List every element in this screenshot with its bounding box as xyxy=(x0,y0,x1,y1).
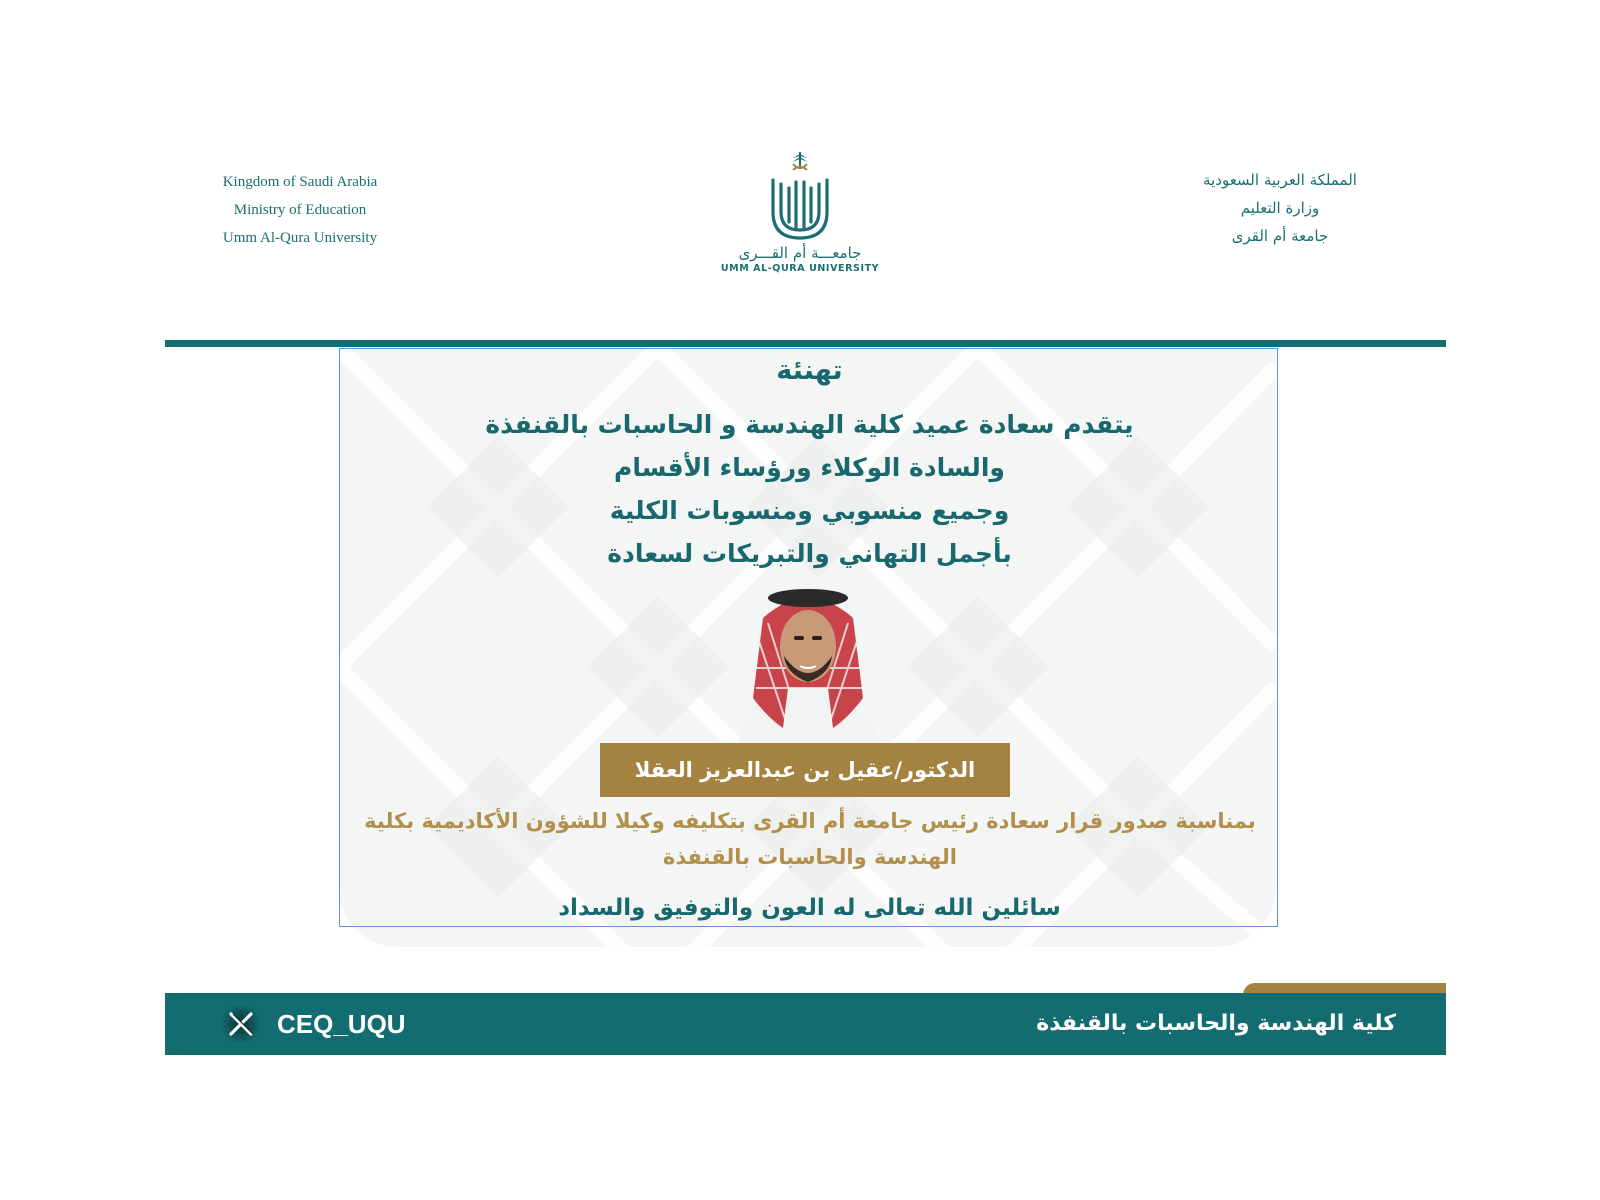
card-line: بأجمل التهاني والتبريكات لسعادة xyxy=(607,539,1012,568)
x-icon[interactable] xyxy=(220,1003,262,1045)
social-handle[interactable]: CEQ_UQU xyxy=(277,1009,406,1039)
header-arabic-line: المملكة العربية السعودية xyxy=(1203,171,1357,189)
card-line: وجميع منسوبي ومنسوبات الكلية xyxy=(609,496,1010,525)
card-title: تهنئة xyxy=(776,355,843,386)
honoree-name-plate: الدكتور/عقيل بن عبدالعزيز العقلا xyxy=(600,743,1010,797)
closing-text: سائلين الله تعالى له العون والتوفيق والسداد xyxy=(558,895,1061,921)
card-body xyxy=(340,403,1279,575)
umm-al-qura-logo-icon xyxy=(765,150,835,242)
header-arabic-line: جامعة أم القرى xyxy=(1231,227,1329,245)
logo-arabic-name: جامعـــة أم القـــرى xyxy=(738,244,862,262)
logo-english-name: UMM AL-QURA UNIVERSITY xyxy=(720,263,880,274)
header-arabic-line: وزارة التعليم xyxy=(1240,199,1320,217)
header-arabic-block xyxy=(1180,166,1380,250)
header-english-line: Ministry of Education xyxy=(233,202,367,218)
header-english-block xyxy=(200,168,400,252)
header-divider xyxy=(165,340,1446,347)
occasion-text xyxy=(360,803,1260,875)
card-line: والسادة الوكلاء ورؤساء الأقسام xyxy=(614,453,1005,482)
portrait-photo xyxy=(728,578,888,743)
occasion-line: الهندسة والحاسبات بالقنفذة xyxy=(662,845,957,869)
university-logo xyxy=(700,150,900,290)
occasion-line: بمناسبة صدور قرار سعادة رئيس جامعة أم القرى بتكليفه وكيلا للشؤون الأكاديمية بكلية xyxy=(364,809,1256,833)
footer-college-name: كلية الهندسة والحاسبات بالقنفذة xyxy=(1036,1011,1396,1036)
card-line: يتقدم سعادة عميد كلية الهندسة و الحاسبات بالقنفذة xyxy=(485,410,1134,439)
header-english-line: Kingdom of Saudi Arabia xyxy=(222,174,378,190)
footer-bar xyxy=(165,993,1446,1055)
header-english-line: Umm Al-Qura University xyxy=(222,230,378,246)
